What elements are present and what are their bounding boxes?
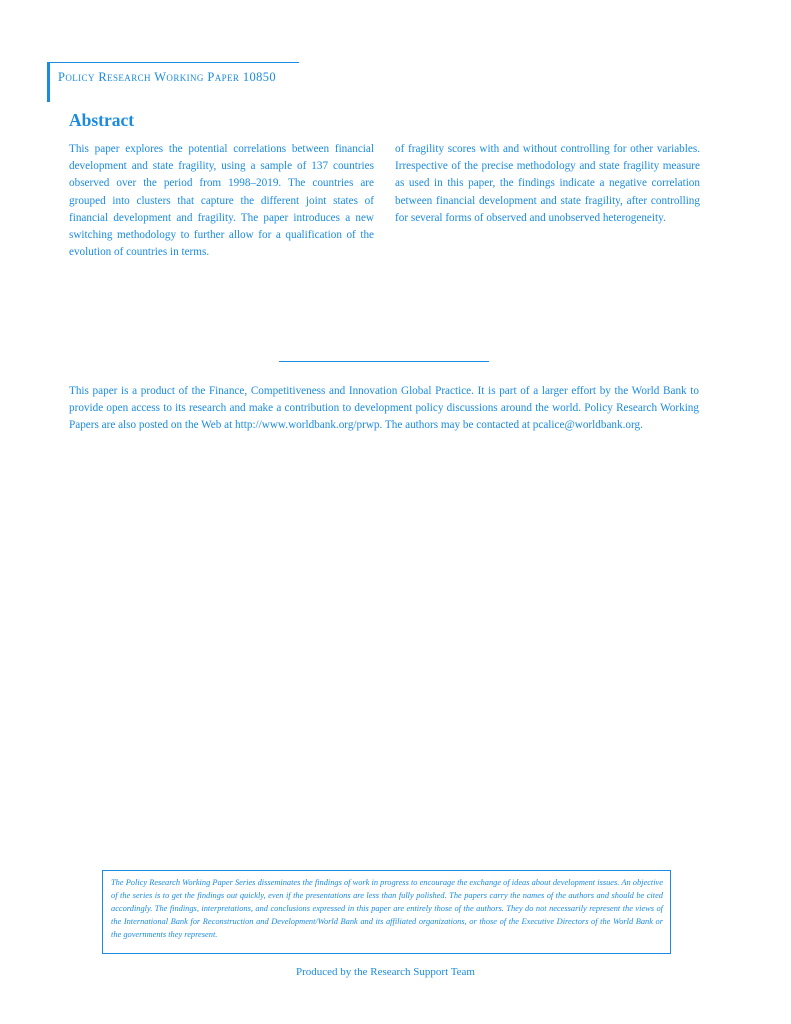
series-title: Policy Research Working Paper 10850 [58, 70, 277, 84]
footer-credit: Produced by the Research Support Team [296, 966, 475, 978]
series-header [47, 62, 299, 102]
disclaimer-text: The Policy Research Working Paper Series disseminates the findings of work in progress to encourage the exchange of ideas about development issues. An objective of the series is to get the findings out quickly, even if the presentations are less than fully polished. The papers carry the names of the authors and should be cited accordingly. The findings, interpretations, and conclusions expressed in this paper are entirely those of the authors. They do not necessarily represent the views of the International Bank for Reconstruction and Development/World Bank and its affiliated organizations, or those of the Executive Directors of the World Bank or the governments they represent. [111, 878, 663, 940]
section-divider [279, 361, 489, 362]
abstract-heading: Abstract [69, 110, 135, 130]
abstract-column-left: This paper explores the potential correlations between financial development and state fragility, using a sample of 137 countries observed over the period from 1998–2019. The countries are grouped into clusters that capture the different joint states of financial development and fragility. The paper introduces a new switching methodology to further allow for a qualification of the evolution of countries in terms. [69, 143, 374, 259]
product-note: This paper is a product of the Finance, Competitiveness and Innovation Global Practice. It is part of a larger effort by the World Bank to provide open access to its research and make a contribution to development policy discussions around the world. Policy Research Working Papers are also posted on the Web at http://www.worldbank.org/prwp. The authors may be contacted at pcalice@worldbank.org. [69, 385, 699, 432]
disclaimer-box [102, 870, 671, 954]
abstract-column-right: of fragility scores with and without controlling for other variables. Irrespective of the precise methodology and state fragility measure as used in this paper, the findings indicate a negative correlation between financial development and state fragility, after controlling for several forms of observed and unobserved heterogeneity. [395, 143, 700, 224]
